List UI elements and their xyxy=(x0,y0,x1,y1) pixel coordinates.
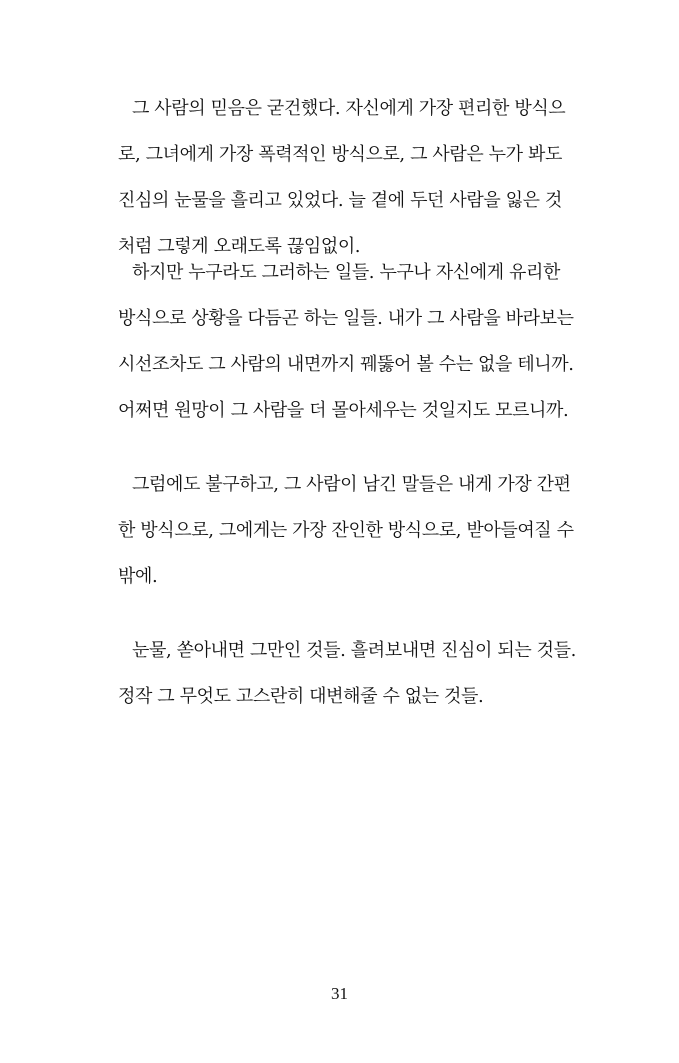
paragraph-line: 정작 그 무엇도 고스란히 대변해줄 수 없는 것들. xyxy=(118,686,484,707)
paragraph-line: 어쩌면 원망이 그 사람을 더 몰아세우는 것일지도 모르니까. xyxy=(118,400,569,421)
paragraph-4 xyxy=(118,628,623,720)
paragraph-2 xyxy=(118,250,623,434)
paragraph-line: 방식으로 상황을 다듬곤 하는 일들. 내가 그 사람을 바라보는 xyxy=(118,308,574,329)
paragraph-line: 밖에. xyxy=(118,566,158,587)
paragraph-line: 하지만 누구라도 그러하는 일들. 누구나 자신에게 유리한 xyxy=(132,262,560,283)
paragraph-line: 처럼 그렇게 오래도록 끊임없이. xyxy=(118,236,361,257)
paragraph-line: 로, 그녀에게 가장 폭력적인 방식으로, 그 사람은 누가 봐도 xyxy=(118,144,562,165)
page-number: 31 xyxy=(331,984,348,1003)
paragraph-line: 한 방식으로, 그에게는 가장 잔인한 방식으로, 받아들여질 수 xyxy=(118,520,574,541)
paragraph-line: 그럼에도 불구하고, 그 사람이 남긴 말들은 내게 가장 간편 xyxy=(132,474,571,495)
paragraph-3 xyxy=(118,462,623,600)
paragraph-line: 진심의 눈물을 흘리고 있었다. 늘 곁에 두던 사람을 잃은 것 xyxy=(118,190,562,211)
paragraph-line: 그 사람의 믿음은 굳건했다. 자신에게 가장 편리한 방식으 xyxy=(132,98,566,119)
paragraph-1 xyxy=(118,86,623,270)
paragraph-line: 눈물, 쏟아내면 그만인 것들. 흘려보내면 진심이 되는 것들. xyxy=(132,640,576,661)
paragraph-line: 시선조차도 그 사람의 내면까지 꿰뚫어 볼 수는 없을 테니까. xyxy=(118,354,574,375)
